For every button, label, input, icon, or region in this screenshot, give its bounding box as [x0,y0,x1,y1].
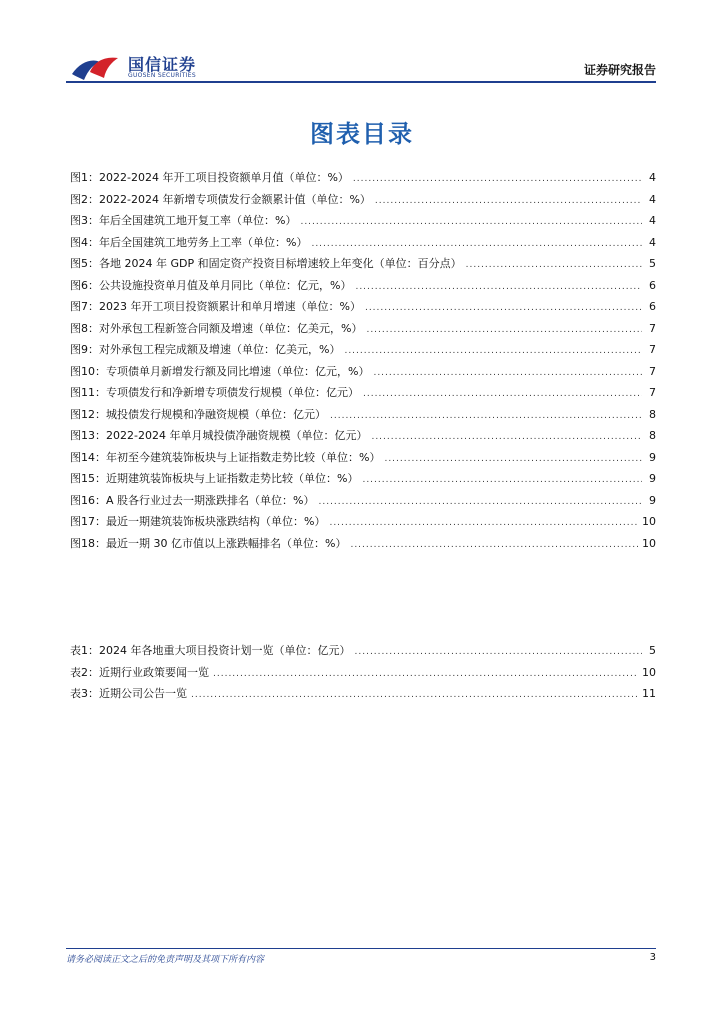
toc-leader-dots [311,239,642,249]
toc-entry-title: 各地 2024 年 GDP 和固定资产投资目标增速较上年变化（单位：百分点） [99,257,462,270]
toc-entry-page: 9 [649,450,656,464]
toc-entry-page: 7 [649,343,656,356]
toc-entry-number: 图12： [70,407,106,421]
toc-leader-dots [366,325,642,335]
toc-entry-title: 城投债发行规模和净融资规模（单位：亿元） [106,407,326,421]
logo-english-name: GUOSEN SECURITIES [128,72,197,79]
figure-toc-entry[interactable] [70,212,656,234]
toc-leader-dots [191,690,638,700]
toc-entry-page: 11 [642,687,656,700]
toc-entry-title: 2022-2024 年开工项目投资额单月值（单位：%） [99,171,349,184]
footer-divider [66,948,656,949]
figure-toc-entry[interactable] [70,298,656,320]
figure-toc-entry[interactable] [70,535,656,557]
report-type-label: 证券研究报告 [583,63,656,77]
page-header [66,50,656,82]
toc-entry-number: 表2： [70,665,99,679]
toc-entry-number: 图3： [70,214,99,227]
toc-entry-page: 9 [649,493,656,507]
logo-chinese-name: 国信证券 [128,55,197,74]
toc-entry-page: 4 [649,214,656,227]
figure-toc-entry[interactable] [70,255,656,277]
toc-entry-number: 表3： [70,687,99,700]
figure-toc-entry[interactable] [70,427,656,449]
page-number: 3 [649,952,656,963]
company-logo [70,50,230,84]
toc-leader-dots [466,260,642,270]
toc-entry-number: 图16： [70,493,106,507]
toc-entry-page: 7 [649,386,656,399]
toc-entry-number: 图4： [70,235,99,249]
figure-toc-entry[interactable] [70,277,656,299]
toc-leader-dots [363,389,642,399]
toc-entry-title: 2023 年开工项目投资额累计和单月增速（单位：%） [99,300,361,313]
toc-leader-dots [362,475,642,485]
table-list [70,642,656,707]
figure-toc-entry[interactable] [70,492,656,514]
toc-entry-title: 近期建筑装饰板块与上证指数走势比较（单位：%） [106,472,359,485]
guosen-logo-icon [70,52,122,82]
toc-leader-dots [384,454,642,464]
toc-entry-number: 图10： [70,364,106,378]
toc-entry-page: 5 [649,257,656,270]
toc-entry-page: 7 [649,364,656,378]
toc-entry-title: 2024 年各地重大项目投资计划一览（单位：亿元） [99,644,351,657]
table-toc-entry[interactable] [70,642,656,664]
toc-entry-number: 图14： [70,450,106,464]
toc-entry-number: 图2： [70,192,99,206]
toc-entry-page: 8 [649,407,656,421]
page-title: 图表目录 [310,120,414,148]
toc-entry-title: 专项债单月新增发行额及同比增速（单位：亿元，%） [106,364,370,378]
figure-toc-entry[interactable] [70,169,656,191]
toc-entry-number: 图15： [70,472,106,485]
toc-entry-title: 公共设施投资单月值及单月同比（单位：亿元，%） [99,278,352,292]
toc-entry-title: 最近一期 30 亿市值以上涨跌幅排名（单位：%） [106,536,347,550]
toc-entry-page: 10 [642,536,656,550]
toc-entry-page: 8 [649,429,656,442]
figure-toc-entry[interactable] [70,320,656,342]
figure-toc-entry[interactable] [70,449,656,471]
toc-leader-dots [353,174,642,184]
toc-entry-page: 4 [649,192,656,206]
toc-entry-title: 年初至今建筑装饰板块与上证指数走势比较（单位：%） [106,450,381,464]
toc-entry-page: 10 [642,665,656,679]
toc-entry-title: 近期公司公告一览 [99,687,187,700]
toc-leader-dots [371,432,642,442]
header-divider [66,81,656,83]
toc-entry-title: 专项债发行和净新增专项债发行规模（单位：亿元） [106,386,359,399]
toc-entry-title: 2022-2024 年新增专项债发行金额累计值（单位：%） [99,192,371,206]
toc-entry-title: 年后全国建筑工地劳务上工率（单位：%） [99,235,308,249]
table-toc-entry[interactable] [70,664,656,686]
toc-entry-title: 最近一期建筑装饰板块涨跌结构（单位：%） [106,515,326,528]
toc-entry-title: 对外承包工程新签合同额及增速（单位：亿美元，%） [99,321,363,335]
toc-entry-page: 7 [649,321,656,335]
toc-entry-number: 图6： [70,278,99,292]
toc-leader-dots [318,497,642,507]
figure-toc-entry[interactable] [70,513,656,535]
toc-entry-title: 对外承包工程完成额及增速（单位：亿美元，%） [99,343,341,356]
toc-leader-dots [373,368,642,378]
toc-entry-page: 5 [649,644,656,657]
toc-entry-page: 4 [649,235,656,249]
toc-entry-title: 2022-2024 年单月城投债净融资规模（单位：亿元） [106,429,368,442]
toc-entry-page: 6 [649,278,656,292]
figure-toc-entry[interactable] [70,384,656,406]
toc-leader-dots [365,303,642,313]
toc-leader-dots [355,647,643,657]
toc-entry-number: 图8： [70,321,99,335]
figure-toc-entry[interactable] [70,191,656,213]
toc-entry-title: A 股各行业过去一期涨跌排名（单位：%） [106,493,315,507]
toc-leader-dots [329,518,638,528]
figure-toc-entry[interactable] [70,234,656,256]
table-toc-entry[interactable] [70,685,656,707]
toc-entry-number: 图17： [70,515,106,528]
toc-entry-number: 图1： [70,171,99,184]
toc-leader-dots [375,196,642,206]
toc-entry-title: 年后全国建筑工地开复工率（单位：%） [99,214,297,227]
toc-leader-dots [344,346,642,356]
figure-toc-entry[interactable] [70,470,656,492]
toc-entry-number: 图13： [70,429,106,442]
figure-toc-entry[interactable] [70,341,656,363]
toc-leader-dots [213,669,638,679]
figure-toc-entry[interactable] [70,406,656,428]
toc-leader-dots [300,217,642,227]
figure-toc-entry[interactable] [70,363,656,385]
toc-entry-number: 图7： [70,300,99,313]
toc-entry-number: 表1： [70,644,99,657]
toc-entry-page: 9 [649,472,656,485]
toc-leader-dots [330,411,642,421]
toc-entry-page: 4 [649,171,656,184]
toc-leader-dots [350,540,638,550]
toc-entry-title: 近期行业政策要闻一览 [99,665,209,679]
toc-entry-number: 图5： [70,257,99,270]
toc-entry-number: 图9： [70,343,99,356]
figure-list [70,169,656,556]
toc-entry-number: 图18： [70,536,106,550]
disclaimer-text[interactable]: 请务必阅读正文之后的免责声明及其项下所有内容 [66,955,265,965]
toc-entry-page: 10 [642,515,656,528]
toc-entry-number: 图11： [70,386,106,399]
toc-leader-dots [355,282,642,292]
toc-entry-page: 6 [649,300,656,313]
